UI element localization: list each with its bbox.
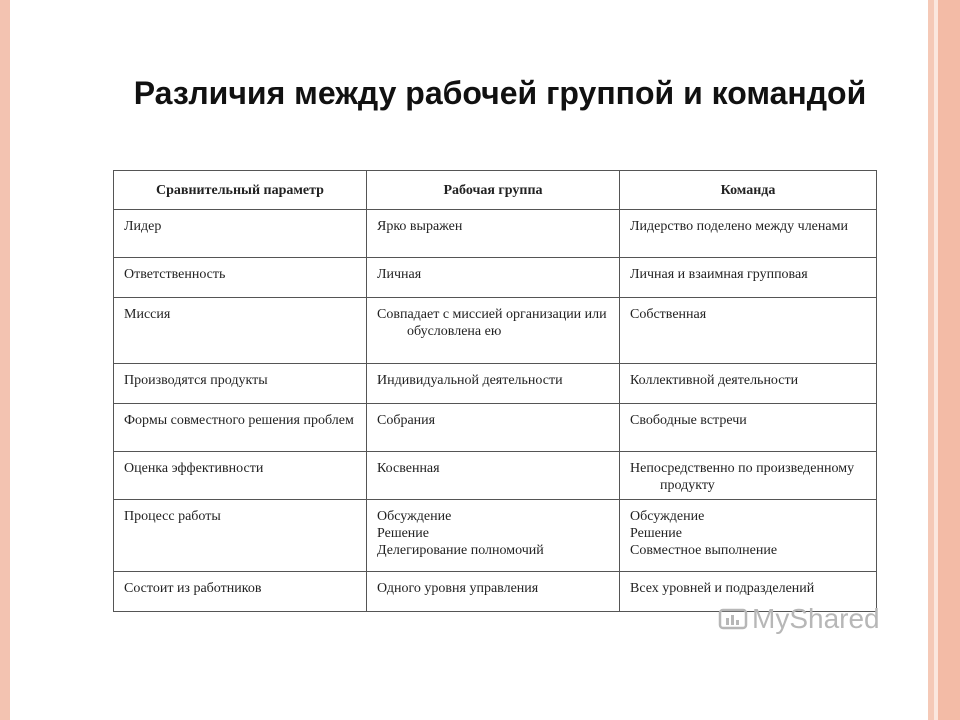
cell-team: Обсуждение Решение Совместное выполнение xyxy=(620,500,877,572)
cell-group: Косвенная xyxy=(367,452,620,500)
header-group: Рабочая группа xyxy=(367,171,620,210)
watermark-text: MyShared xyxy=(752,603,880,634)
myshared-logo-icon xyxy=(718,604,748,634)
cell-param: Оценка эффективности xyxy=(114,452,367,500)
cell-param: Формы совместного решения проблем xyxy=(114,404,367,452)
cell-team: Личная и взаимная групповая xyxy=(620,258,877,298)
cell-group: Совпадает с миссией организации или обусловлена ею xyxy=(367,298,620,364)
cell-team: Всех уровней и подразделений xyxy=(620,572,877,612)
cell-team: Непосредственно по произведенному продукту xyxy=(620,452,877,500)
cell-team: Собственная xyxy=(620,298,877,364)
table-row xyxy=(114,258,877,298)
cell-team: Лидерство поделено между членами xyxy=(620,210,877,258)
header-param: Сравнительный параметр xyxy=(114,171,367,210)
comparison-table xyxy=(113,170,877,612)
cell-param: Миссия xyxy=(114,298,367,364)
cell-group: Ярко выражен xyxy=(367,210,620,258)
cell-param: Ответственность xyxy=(114,258,367,298)
cell-group: Обсуждение Решение Делегирование полномочий xyxy=(367,500,620,572)
slide-border-right xyxy=(920,0,960,720)
cell-group: Индивидуальной деятельности xyxy=(367,364,620,404)
table-row xyxy=(114,364,877,404)
cell-group: Собрания xyxy=(367,404,620,452)
cell-team: Свободные встречи xyxy=(620,404,877,452)
cell-param: Лидер xyxy=(114,210,367,258)
table-row xyxy=(114,452,877,500)
slide-title: Различия между рабочей группой и командой xyxy=(133,75,867,111)
cell-param: Состоит из работников xyxy=(114,572,367,612)
table-row xyxy=(114,298,877,364)
myshared-watermark xyxy=(718,603,880,635)
cell-param: Процесс работы xyxy=(114,500,367,572)
table-row xyxy=(114,404,877,452)
header-team: Команда xyxy=(620,171,877,210)
table-header-row xyxy=(114,171,877,210)
cell-team: Коллективной деятельности xyxy=(620,364,877,404)
cell-group: Личная xyxy=(367,258,620,298)
slide-border-left xyxy=(0,0,10,720)
table-row xyxy=(114,500,877,572)
table-row xyxy=(114,210,877,258)
cell-group: Одного уровня управления xyxy=(367,572,620,612)
cell-param: Производятся продукты xyxy=(114,364,367,404)
